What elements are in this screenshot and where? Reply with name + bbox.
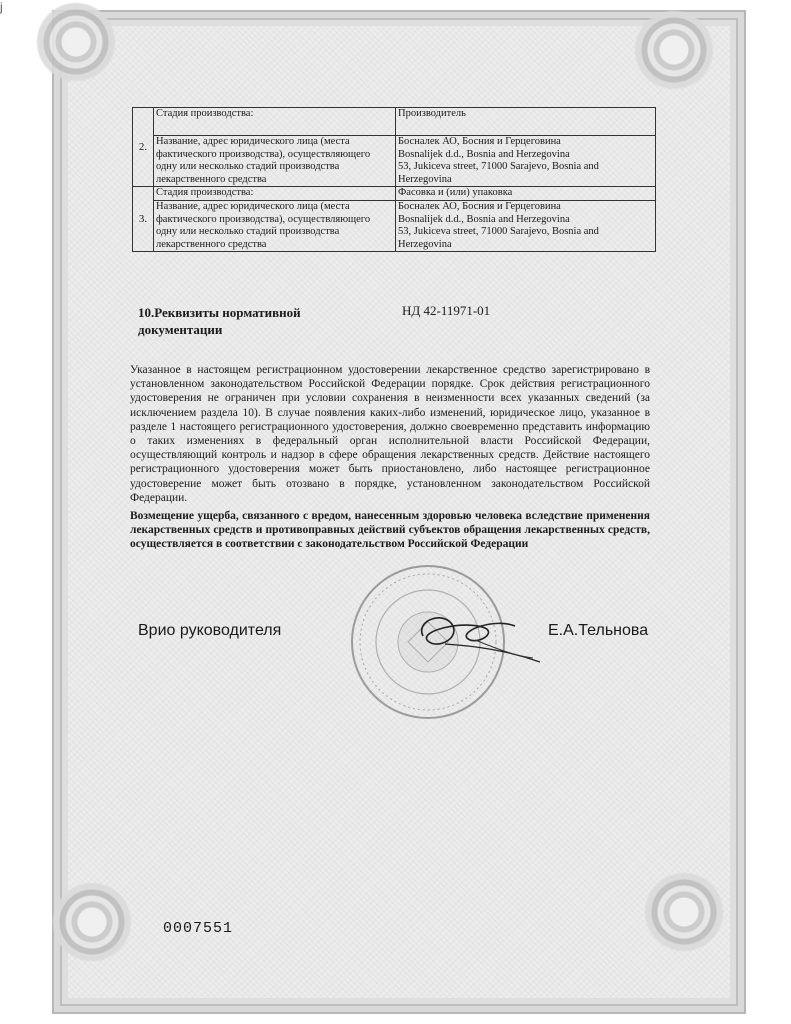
liability-paragraph: Возмещение ущерба, связанного с вредом, нанесенным здоровью человека вследствие применения лекарственных средств и противоправных действий субъектов обращения лекарственных средств, осуществляется в соответствии с законодательством Российской Федерации	[130, 510, 650, 550]
stage-label: Стадия производства:	[154, 108, 396, 136]
row-number: 2.	[133, 108, 154, 187]
row-number: 3.	[133, 187, 154, 252]
entity-name-ru: Босналек АО, Босния и Герцеговина	[398, 201, 561, 212]
guilloche-rosette-icon	[34, 0, 118, 84]
entity-value	[396, 136, 656, 187]
entity-address: 53, Jukiceva street, 71000 Sarajevo, Bosnia and Herzegovina	[398, 226, 599, 250]
section-10-value: НД 42-11971-01	[402, 303, 491, 318]
stage-value: Фасовка и (или) упаковка	[396, 187, 656, 201]
validity-paragraph: Указанное в настоящем регистрационном удостоверении лекарственное средство зарегистрировано в установленном законодательством Российской Федерации порядке. Срок действия регистрационного удостоверения не ограничен при условии сохранения в неизменности всех указанных сведений (за исключением раздела 10). В случае появления каких-либо изменений, юридическое лицо, указанное в разделе 1 настоящего регистрационного удостоверения, должно своевременно представить информацию о таких изменениях в федеральный орган исполнительной власти Российской Федерации, осуществляющий контроль и надзор в сфере обращения лекарственных средств. Действие настоящего регистрационного удостоверения может быть приостановлено, либо настоящее регистрационное удостоверение может быть отозвано в порядке, установленном законодательством Российской Федерации.	[130, 364, 650, 504]
guilloche-rosette-icon	[642, 870, 726, 954]
entity-value	[396, 201, 656, 252]
signature-icon	[405, 600, 545, 680]
guilloche-rosette-icon	[50, 880, 134, 964]
entity-name-en: Bosnalijek d.d., Bosnia and Herzegovina	[398, 148, 570, 160]
signer-name: Е.А.Тельнова	[548, 622, 649, 639]
entity-address: 53, Jukiceva street, 71000 Sarajevo, Bosnia and Herzegovina	[398, 161, 599, 185]
serial-number: 0007551	[163, 920, 234, 937]
guilloche-rosette-icon	[632, 8, 716, 92]
corner-mark: j	[0, 0, 3, 14]
signer-title: Врио руководителя	[138, 622, 282, 639]
stage-value: Производитель	[396, 108, 656, 136]
stage-label: Стадия производства:	[154, 187, 396, 201]
manufacturing-stages-table	[132, 107, 656, 252]
entity-name-en: Bosnalijek d.d., Bosnia and Herzegovina	[398, 213, 570, 225]
entity-label: Название, адрес юридического лица (места фактического производства), осуществляющего одну или несколько стадий производства лекарственного средства	[154, 201, 396, 252]
entity-label: Название, адрес юридического лица (места фактического производства), осуществляющего одну или несколько стадий производства лекарственного средства	[154, 136, 396, 187]
section-10-title: 10.Реквизиты нормативной документации	[138, 305, 301, 337]
entity-name-ru: Босналек АО, Босния и Герцеговина	[398, 136, 561, 147]
